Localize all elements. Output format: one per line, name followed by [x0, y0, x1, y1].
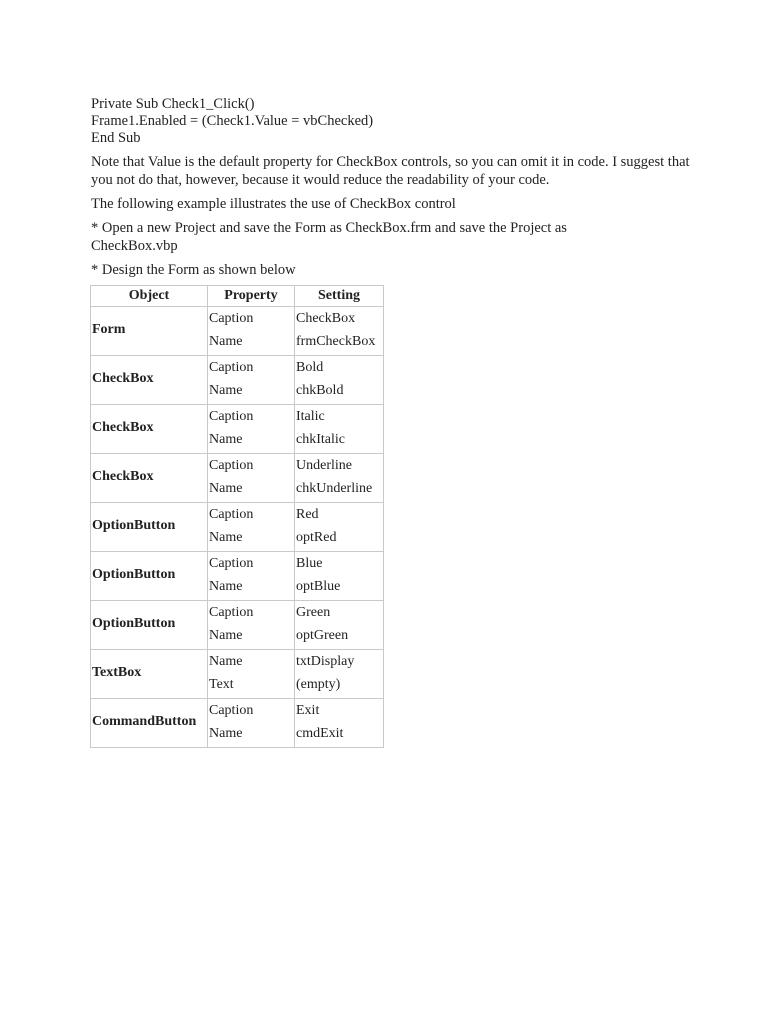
- table-row: [91, 552, 384, 601]
- object-cell: CheckBox: [91, 405, 208, 454]
- setting-value: Blue: [296, 556, 323, 571]
- property-name: Name: [209, 333, 243, 349]
- property-cell: [208, 601, 295, 650]
- table-header-row: [91, 286, 384, 307]
- properties-table: [90, 285, 384, 748]
- setting-value: chkBold: [296, 382, 344, 398]
- setting-value: (empty): [296, 676, 341, 692]
- object-cell: CheckBox: [91, 454, 208, 503]
- setting-value: cmdExit: [296, 725, 344, 741]
- property-name: Caption: [209, 458, 254, 473]
- setting-cell: [295, 356, 384, 405]
- property-name: Caption: [209, 409, 254, 424]
- step-design-form: * Design the Form as shown below: [91, 262, 296, 278]
- setting-cell: [295, 405, 384, 454]
- property-cell: [208, 454, 295, 503]
- setting-value: chkUnderline: [296, 480, 373, 496]
- setting-value: Italic: [296, 409, 325, 424]
- setting-value: optGreen: [296, 627, 349, 643]
- property-cell: [208, 405, 295, 454]
- code-line: End Sub: [91, 130, 141, 146]
- note-paragraph: Note that Value is the default property for CheckBox controls, so you can omit it in code. I suggest that you not do that, however, because it would reduce the readability of your code.: [91, 154, 690, 188]
- property-name: Caption: [209, 507, 254, 522]
- setting-value: Green: [296, 605, 331, 620]
- setting-value: optRed: [296, 529, 337, 545]
- property-cell: [208, 699, 295, 748]
- code-line: Frame1.Enabled = (Check1.Value = vbChecked): [91, 113, 374, 129]
- property-name: Text: [209, 676, 234, 692]
- setting-value: frmCheckBox: [296, 333, 376, 349]
- code-snippet: [91, 96, 691, 147]
- setting-value: Red: [296, 507, 319, 522]
- object-cell: OptionButton: [91, 503, 208, 552]
- property-name: Name: [209, 529, 243, 545]
- table-row: [91, 503, 384, 552]
- object-cell: CheckBox: [91, 356, 208, 405]
- property-name: Name: [209, 627, 243, 643]
- step-open-project: * Open a new Project and save the Form as CheckBox.frm and save the Project as CheckBox.vbp: [91, 220, 567, 254]
- header-property: Property: [208, 286, 295, 307]
- property-cell: [208, 356, 295, 405]
- property-cell: [208, 503, 295, 552]
- setting-value: CheckBox: [296, 311, 356, 326]
- property-name: Caption: [209, 556, 254, 571]
- setting-value: txtDisplay: [296, 654, 355, 669]
- property-cell: [208, 650, 295, 699]
- table-row: [91, 699, 384, 748]
- property-cell: [208, 552, 295, 601]
- property-name: Name: [209, 382, 243, 398]
- setting-cell: [295, 503, 384, 552]
- table-row: [91, 650, 384, 699]
- setting-value: chkItalic: [296, 431, 345, 447]
- property-name: Caption: [209, 605, 254, 620]
- setting-value: optBlue: [296, 578, 341, 594]
- table-row: [91, 356, 384, 405]
- setting-cell: [295, 307, 384, 356]
- setting-cell: [295, 601, 384, 650]
- property-name: Caption: [209, 703, 254, 718]
- document-page: [91, 96, 691, 748]
- setting-value: Exit: [296, 703, 320, 718]
- object-cell: Form: [91, 307, 208, 356]
- table-row: [91, 405, 384, 454]
- table-row: [91, 601, 384, 650]
- code-line: Private Sub Check1_Click(): [91, 96, 255, 112]
- property-name: Name: [209, 725, 243, 741]
- table-row: [91, 307, 384, 356]
- property-name: Name: [209, 654, 243, 669]
- property-name: Name: [209, 480, 243, 496]
- property-name: Name: [209, 431, 243, 447]
- example-paragraph: The following example illustrates the use of CheckBox control: [91, 196, 456, 212]
- object-cell: OptionButton: [91, 552, 208, 601]
- setting-cell: [295, 650, 384, 699]
- property-name: Caption: [209, 311, 254, 326]
- table-row: [91, 454, 384, 503]
- property-name: Caption: [209, 360, 254, 375]
- setting-cell: [295, 454, 384, 503]
- header-setting: Setting: [295, 286, 384, 307]
- header-object: Object: [91, 286, 208, 307]
- setting-cell: [295, 552, 384, 601]
- object-cell: CommandButton: [91, 699, 208, 748]
- object-cell: TextBox: [91, 650, 208, 699]
- object-cell: OptionButton: [91, 601, 208, 650]
- setting-value: Underline: [296, 458, 352, 473]
- property-cell: [208, 307, 295, 356]
- setting-cell: [295, 699, 384, 748]
- setting-value: Bold: [296, 360, 324, 375]
- property-name: Name: [209, 578, 243, 594]
